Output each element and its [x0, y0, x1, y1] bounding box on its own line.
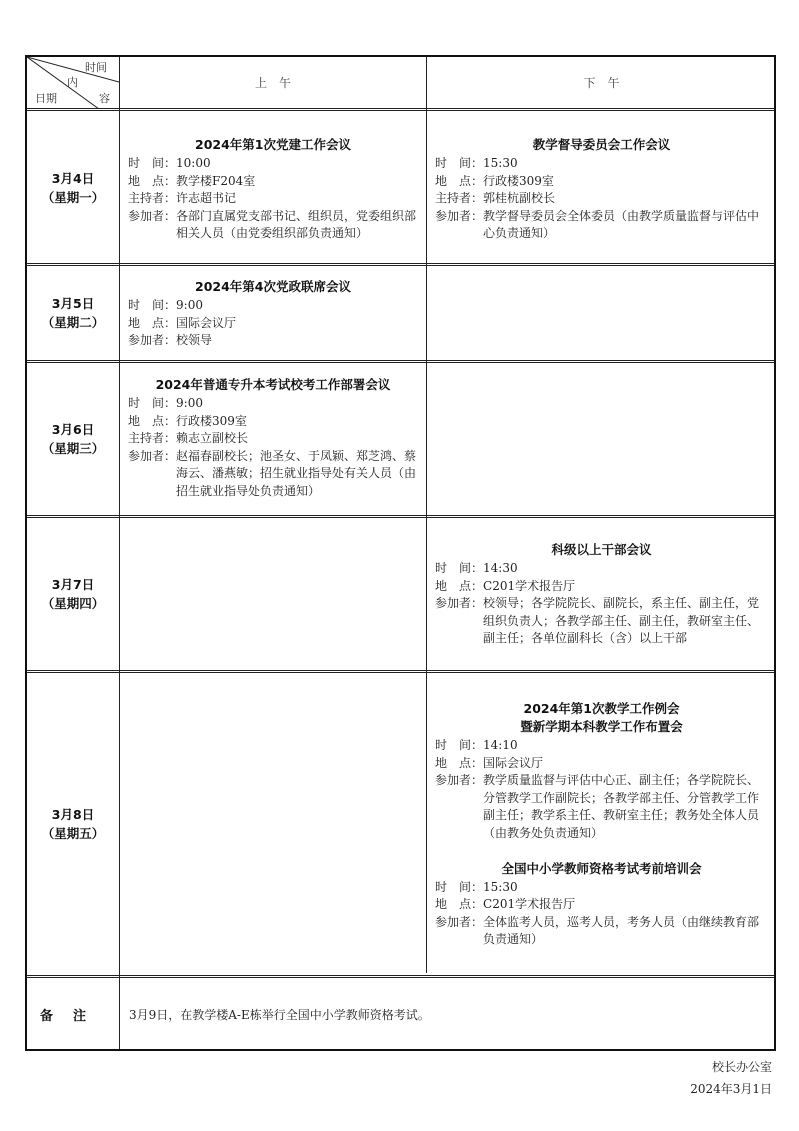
field-label: 地 点： — [435, 897, 484, 912]
weekday-label: （星期一） — [41, 189, 105, 205]
field-label: 地 点： — [435, 173, 484, 188]
header-afternoon: 下 午 — [583, 76, 620, 90]
date-cell — [27, 673, 119, 975]
meeting-block — [120, 376, 426, 501]
field-value: 郭桂杭副校长 — [483, 191, 556, 206]
meeting-block — [120, 136, 426, 243]
meeting-field — [128, 208, 418, 243]
field-value: 各部门直属党支部书记、组织员，党委组织部相关人员（由党委组织部负责通知） — [176, 208, 417, 241]
field-label: 时 间： — [435, 561, 484, 575]
weekday-label: （星期二） — [41, 315, 105, 330]
remarks-label: 备注 — [39, 1009, 106, 1024]
meeting-block — [427, 700, 776, 949]
field-label: 参加者： — [435, 208, 484, 223]
meeting-field — [435, 578, 768, 596]
meeting-field — [128, 173, 418, 191]
date-label: 3月5日 — [51, 296, 95, 311]
field-value: 14:30 — [483, 561, 518, 575]
meeting-field — [435, 879, 768, 897]
weekday-label: （星期四） — [41, 596, 105, 611]
field-label: 地 点： — [128, 315, 177, 330]
field-value: 教学质量监督与评估中心正、副主任；各学院院长、分管教学工作副院长；各教学部主任、分管教学工作副主任；教学系主任、教研室主任；教务处全体人员（由教务处负责通知） — [483, 773, 760, 840]
meeting-field — [435, 173, 768, 191]
field-value: 10:00 — [176, 156, 211, 170]
meeting-field — [435, 560, 768, 578]
field-value: 行政楼309室 — [483, 173, 554, 188]
corner-label-time: 时间 — [85, 61, 107, 74]
date-label: 3月7日 — [51, 577, 95, 592]
meeting-field — [435, 914, 768, 949]
issue-date: 2024年3月1日 — [690, 1082, 772, 1096]
schedule-table — [25, 55, 776, 1051]
meeting-title: 科级以上干部会议 — [551, 542, 652, 557]
field-label: 主持者： — [128, 431, 177, 446]
weekday-label: （星期五） — [41, 826, 105, 841]
corner-label-date: 日期 — [35, 92, 57, 105]
field-label: 参加者： — [435, 773, 484, 788]
field-value: 国际会议厅 — [483, 755, 544, 770]
meeting-field — [128, 332, 418, 350]
date-cell — [27, 363, 119, 515]
meeting-field — [435, 595, 768, 648]
field-label: 参加者： — [128, 208, 177, 223]
field-label: 参加者： — [128, 448, 177, 463]
field-label: 时 间： — [128, 298, 177, 312]
meeting-field — [435, 772, 768, 842]
header-morning: 上 午 — [254, 76, 291, 90]
field-value: 校领导；各学院院长、副院长，系主任、副主任，党组织负责人；各教学部主任、副主任，教研室主任、副主任；各单位副科长（含）以上干部 — [483, 596, 760, 646]
meeting-title: 全国中小学教师资格考试考前培训会 — [501, 860, 702, 876]
field-label: 时 间： — [128, 156, 177, 170]
meeting-block — [120, 278, 426, 350]
field-label: 主持者： — [128, 191, 177, 206]
field-value: 校领导 — [176, 333, 213, 348]
header-corner-cell — [27, 57, 119, 109]
field-value: 行政楼309室 — [176, 413, 247, 428]
date-label: 3月6日 — [51, 422, 95, 437]
field-label: 时 间： — [435, 156, 484, 170]
field-label: 时 间： — [435, 879, 484, 894]
meeting-title: 2024年普通专升本考试校考工作部署会议 — [155, 377, 391, 392]
field-label: 时 间： — [435, 738, 484, 752]
field-label: 时 间： — [128, 396, 177, 410]
meeting-field — [435, 208, 768, 243]
meeting-field — [128, 297, 418, 315]
meeting-field — [435, 155, 768, 173]
field-label: 参加者： — [128, 333, 177, 348]
field-value: 教学督导委员会全体委员（由教学质量监督与评估中心负责通知） — [483, 208, 760, 241]
date-cell — [27, 518, 119, 670]
field-value: 赵福春副校长；池圣女、于凤颖、郑芝鸿、蔡海云、潘燕敏；招生就业指导处有关人员（由招生就业指导处负责通知） — [176, 448, 417, 498]
date-label: 3月8日 — [51, 807, 95, 822]
field-label: 参加者： — [435, 596, 484, 611]
meeting-field — [435, 190, 768, 208]
corner-label-content-1: 内 — [67, 76, 78, 89]
field-value: 全体监考人员，巡考人员，考务人员（由继续教育部负责通知） — [483, 914, 760, 947]
meeting-field — [128, 155, 418, 173]
issuing-office: 校长办公室 — [711, 1060, 772, 1074]
date-label: 3月4日 — [51, 170, 95, 186]
date-cell — [27, 266, 119, 360]
field-value: 14:10 — [483, 738, 518, 752]
row-divider — [27, 263, 774, 266]
meeting-title: 2024年第4次党政联席会议 — [195, 279, 351, 294]
meeting-field — [128, 395, 418, 413]
row-divider — [27, 515, 774, 518]
field-label: 参加者： — [435, 914, 484, 929]
field-value: 15:30 — [483, 156, 518, 170]
meeting-title: 教学督导委员会工作会议 — [532, 137, 671, 152]
meeting-field — [128, 448, 418, 501]
field-value: 9:00 — [176, 298, 203, 312]
row-divider — [27, 360, 774, 363]
meeting-field — [435, 755, 768, 773]
meeting-block — [427, 541, 776, 648]
field-label: 地 点： — [128, 173, 177, 188]
meeting-block — [427, 136, 776, 243]
meeting-title: 2024年第1次党建工作会议 — [195, 137, 351, 152]
corner-label-content-2: 容 — [99, 92, 110, 105]
field-value: 国际会议厅 — [176, 315, 237, 330]
field-label: 地 点： — [435, 578, 484, 593]
field-value: 9:00 — [176, 396, 203, 410]
meeting-field — [128, 413, 418, 431]
date-cell — [27, 112, 119, 263]
meeting-field — [128, 190, 418, 208]
field-label: 主持者： — [435, 191, 484, 206]
row-divider — [27, 670, 774, 673]
field-label: 地 点： — [128, 413, 177, 428]
field-value: 赖志立副校长 — [176, 431, 249, 446]
meeting-field — [435, 896, 768, 914]
field-value: C201学术报告厅 — [483, 897, 576, 912]
remarks-text: 3月9日，在教学楼A-E栋举行全国中小学教师资格考试。 — [129, 1008, 430, 1022]
meeting-title: 2024年第1次教学工作例会 — [523, 701, 680, 716]
field-value: 许志超书记 — [176, 191, 237, 206]
weekday-label: （星期三） — [41, 441, 105, 456]
meeting-field — [128, 315, 418, 333]
meeting-field — [128, 430, 418, 448]
field-value: C201学术报告厅 — [483, 578, 576, 593]
meeting-title: 暨新学期本科教学工作布置会 — [520, 719, 683, 734]
field-value: 15:30 — [483, 879, 518, 894]
field-value: 教学楼F204室 — [176, 173, 256, 188]
field-label: 地 点： — [435, 755, 484, 770]
meeting-field — [435, 737, 768, 755]
